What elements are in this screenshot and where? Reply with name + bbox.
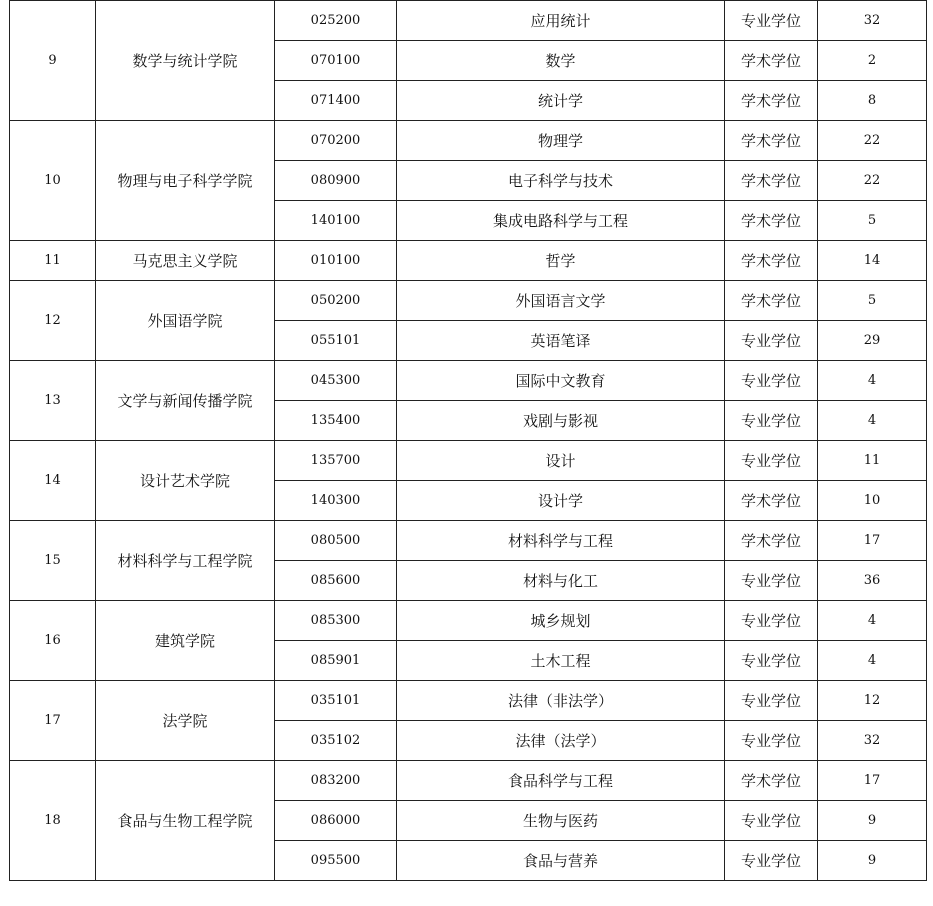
enrollment-count-cell: 9 [818, 841, 927, 881]
major-name-cell: 生物与医药 [397, 801, 725, 841]
school-name-cell: 设计艺术学院 [96, 441, 275, 521]
school-name-cell: 外国语学院 [96, 281, 275, 361]
degree-type-cell: 学术学位 [725, 41, 818, 81]
enrollment-count-cell: 14 [818, 241, 927, 281]
enrollment-count-cell: 29 [818, 321, 927, 361]
school-name-cell: 文学与新闻传播学院 [96, 361, 275, 441]
degree-type-cell: 专业学位 [725, 681, 818, 721]
school-number-cell: 9 [10, 1, 96, 121]
degree-type-cell: 专业学位 [725, 1, 818, 41]
table-row [10, 521, 927, 561]
degree-type-cell: 学术学位 [725, 521, 818, 561]
major-name-cell: 食品科学与工程 [397, 761, 725, 801]
school-number-cell: 13 [10, 361, 96, 441]
major-code-cell: 035101 [275, 681, 397, 721]
enrollment-count-cell: 5 [818, 201, 927, 241]
enrollment-count-cell: 32 [818, 721, 927, 761]
table-row [10, 601, 927, 641]
degree-type-cell: 学术学位 [725, 161, 818, 201]
school-name-cell: 建筑学院 [96, 601, 275, 681]
enrollment-count-cell: 17 [818, 521, 927, 561]
major-name-cell: 材料科学与工程 [397, 521, 725, 561]
enrollment-count-cell: 4 [818, 641, 927, 681]
major-name-cell: 集成电路科学与工程 [397, 201, 725, 241]
degree-type-cell: 学术学位 [725, 81, 818, 121]
major-code-cell: 140300 [275, 481, 397, 521]
table-row [10, 361, 927, 401]
degree-type-cell: 学术学位 [725, 241, 818, 281]
school-number-cell: 10 [10, 121, 96, 241]
enrollment-count-cell: 5 [818, 281, 927, 321]
table-row [10, 761, 927, 801]
degree-type-cell: 学术学位 [725, 761, 818, 801]
major-name-cell: 英语笔译 [397, 321, 725, 361]
major-code-cell: 086000 [275, 801, 397, 841]
degree-type-cell: 专业学位 [725, 601, 818, 641]
major-code-cell: 085300 [275, 601, 397, 641]
major-code-cell: 083200 [275, 761, 397, 801]
major-name-cell: 戏剧与影视 [397, 401, 725, 441]
major-name-cell: 应用统计 [397, 1, 725, 41]
school-number-cell: 17 [10, 681, 96, 761]
school-name-cell: 马克思主义学院 [96, 241, 275, 281]
degree-type-cell: 学术学位 [725, 201, 818, 241]
major-code-cell: 050200 [275, 281, 397, 321]
major-code-cell: 055101 [275, 321, 397, 361]
degree-type-cell: 专业学位 [725, 401, 818, 441]
major-code-cell: 071400 [275, 81, 397, 121]
school-number-cell: 11 [10, 241, 96, 281]
enrollment-count-cell: 11 [818, 441, 927, 481]
table-row [10, 241, 927, 281]
table-row [10, 121, 927, 161]
degree-type-cell: 专业学位 [725, 721, 818, 761]
major-name-cell: 数学 [397, 41, 725, 81]
table-row [10, 681, 927, 721]
degree-type-cell: 专业学位 [725, 641, 818, 681]
table-row [10, 441, 927, 481]
major-name-cell: 法律（非法学） [397, 681, 725, 721]
major-name-cell: 法律（法学） [397, 721, 725, 761]
enrollment-count-cell: 10 [818, 481, 927, 521]
degree-type-cell: 专业学位 [725, 801, 818, 841]
enrollment-count-cell: 22 [818, 121, 927, 161]
major-name-cell: 电子科学与技术 [397, 161, 725, 201]
major-code-cell: 135700 [275, 441, 397, 481]
enrollment-count-cell: 4 [818, 601, 927, 641]
major-name-cell: 设计学 [397, 481, 725, 521]
school-number-cell: 12 [10, 281, 96, 361]
major-name-cell: 设计 [397, 441, 725, 481]
enrollment-count-cell: 4 [818, 401, 927, 441]
degree-type-cell: 学术学位 [725, 121, 818, 161]
major-name-cell: 土木工程 [397, 641, 725, 681]
major-code-cell: 010100 [275, 241, 397, 281]
degree-type-cell: 专业学位 [725, 841, 818, 881]
degree-type-cell: 学术学位 [725, 481, 818, 521]
major-code-cell: 070100 [275, 41, 397, 81]
major-code-cell: 045300 [275, 361, 397, 401]
school-number-cell: 14 [10, 441, 96, 521]
enrollment-count-cell: 36 [818, 561, 927, 601]
major-code-cell: 135400 [275, 401, 397, 441]
major-name-cell: 物理学 [397, 121, 725, 161]
table-row [10, 1, 927, 41]
enrollment-table [9, 0, 927, 881]
major-name-cell: 哲学 [397, 241, 725, 281]
major-code-cell: 085901 [275, 641, 397, 681]
school-number-cell: 18 [10, 761, 96, 881]
degree-type-cell: 学术学位 [725, 281, 818, 321]
school-number-cell: 16 [10, 601, 96, 681]
major-code-cell: 140100 [275, 201, 397, 241]
major-code-cell: 025200 [275, 1, 397, 41]
degree-type-cell: 专业学位 [725, 561, 818, 601]
enrollment-count-cell: 2 [818, 41, 927, 81]
major-name-cell: 国际中文教育 [397, 361, 725, 401]
school-name-cell: 法学院 [96, 681, 275, 761]
major-code-cell: 080900 [275, 161, 397, 201]
major-code-cell: 085600 [275, 561, 397, 601]
degree-type-cell: 专业学位 [725, 321, 818, 361]
table-row [10, 281, 927, 321]
degree-type-cell: 专业学位 [725, 361, 818, 401]
school-name-cell: 材料科学与工程学院 [96, 521, 275, 601]
enrollment-count-cell: 17 [818, 761, 927, 801]
major-code-cell: 035102 [275, 721, 397, 761]
major-name-cell: 城乡规划 [397, 601, 725, 641]
major-code-cell: 080500 [275, 521, 397, 561]
enrollment-count-cell: 12 [818, 681, 927, 721]
major-name-cell: 统计学 [397, 81, 725, 121]
major-code-cell: 095500 [275, 841, 397, 881]
enrollment-count-cell: 32 [818, 1, 927, 41]
school-name-cell: 物理与电子科学学院 [96, 121, 275, 241]
school-number-cell: 15 [10, 521, 96, 601]
enrollment-count-cell: 22 [818, 161, 927, 201]
school-name-cell: 食品与生物工程学院 [96, 761, 275, 881]
degree-type-cell: 专业学位 [725, 441, 818, 481]
enrollment-count-cell: 9 [818, 801, 927, 841]
enrollment-count-cell: 8 [818, 81, 927, 121]
major-code-cell: 070200 [275, 121, 397, 161]
enrollment-table-body [10, 1, 927, 881]
major-name-cell: 材料与化工 [397, 561, 725, 601]
enrollment-count-cell: 4 [818, 361, 927, 401]
major-name-cell: 外国语言文学 [397, 281, 725, 321]
school-name-cell: 数学与统计学院 [96, 1, 275, 121]
major-name-cell: 食品与营养 [397, 841, 725, 881]
